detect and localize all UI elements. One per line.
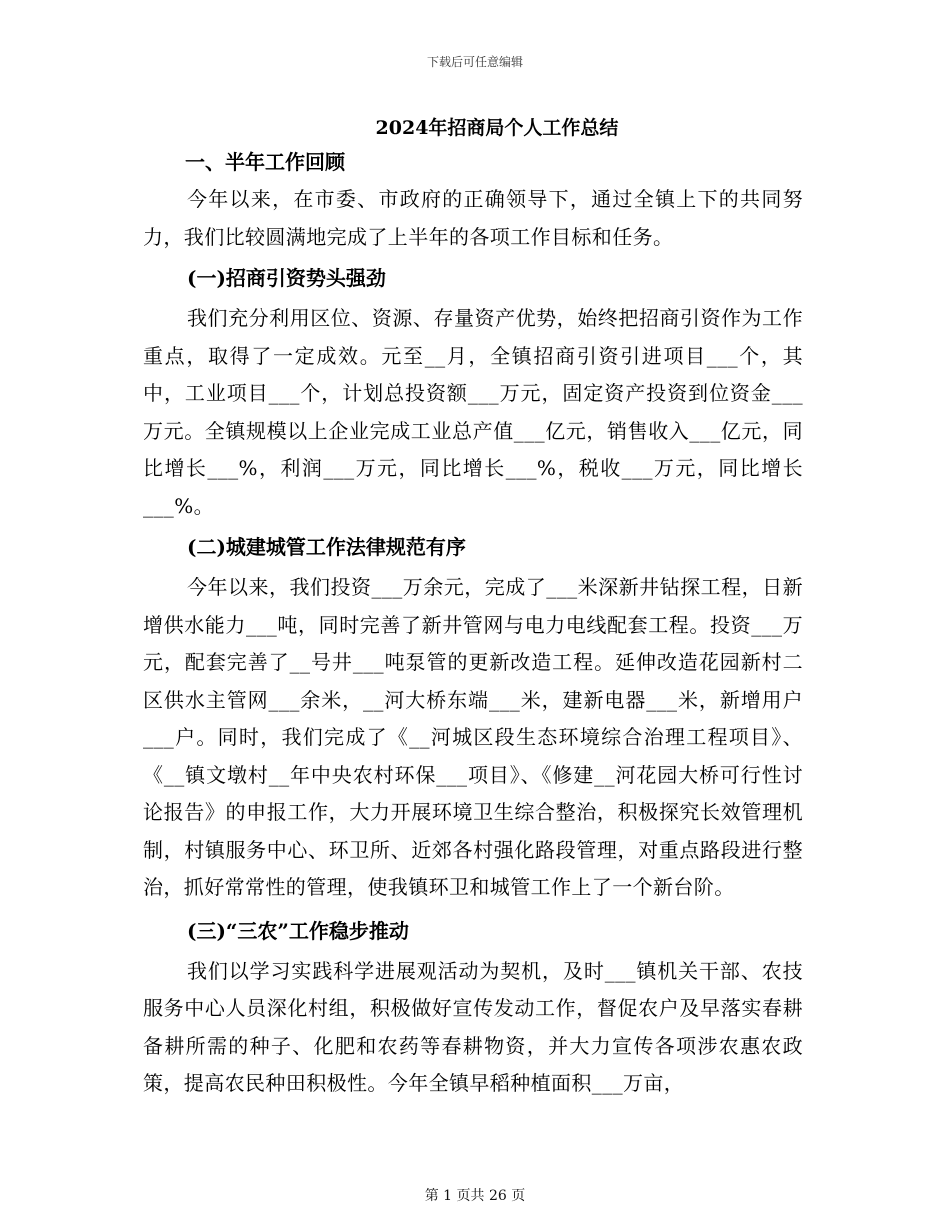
subsection-heading-agriculture: (三)“三农”工作稳步推动: [187, 918, 409, 943]
header-note: 下载后可任意编辑: [426, 55, 523, 69]
subsection-body-urban: 今年以来，我们投资___万余元，完成了___米深新井钻探工程，日新增供水能力___吨，同时完善了新井管网与电力电线配套工程。投资___万元，配套完善了__号井___吨泵管的更新改造工程。延伸改造花园新村二区供水主管网___余米，__河大桥东端___米，建新电器___米，新增用户___户。同时，我们完成了《__河城区段生态环境综合治理工程项目》、《__镇文墩村__年中央农村环保___项目》、《修建__河花园大桥可行性讨论报告》的申报工作，大力开展环境卫生综合整治，积极探究长效管理机制，村镇服务中心、环卫所、近郊各村强化路段管理，对重点路段进行整治，抓好常常性的管理，使我镇环卫和城管工作上了一个新台阶。: [143, 575, 803, 899]
document-title: 2024年招商局个人工作总结: [375, 117, 619, 139]
section-intro-paragraph: 今年以来，在市委、市政府的正确领导下，通过全镇上下的共同努力，我们比较圆满地完成了上半年的各项工作目标和任务。: [143, 187, 803, 249]
subsection-body-agriculture: 我们以学习实践科学进展观活动为契机，及时___镇机关干部、农技服务中心人员深化村组，积极做好宣传发动工作，督促农户及早落实春耕备耕所需的种子、化肥和农药等春耕物资，并大力宣传各项涉农惠农政策，提高农民种田积极性。今年全镇早稻种植面积___万亩，: [143, 958, 803, 1095]
section-heading: 一、半年工作回顾: [185, 150, 345, 174]
document-body: [143, 113, 803, 1103]
subsection-heading-urban: (二)城建城管工作法律规范有序: [187, 535, 466, 559]
subsection-heading-investment: (一)招商引资势头强劲: [187, 266, 386, 290]
subsection-body-investment: 我们充分利用区位、资源、存量资产优势，始终把招商引资作为工作重点，取得了一定成效。元至__月，全镇招商引资引进项目___个，其中，工业项目___个，计划总投资额___万元，固定资产投资到位资金___万元。全镇规模以上企业完成工业总产值___亿元，销售收入___亿元，同比增长___%，利润___万元，同比增长___%，税收___万元，同比增长___%。: [143, 306, 803, 518]
page-footer: 第 1 页共 26 页: [424, 1188, 526, 1204]
